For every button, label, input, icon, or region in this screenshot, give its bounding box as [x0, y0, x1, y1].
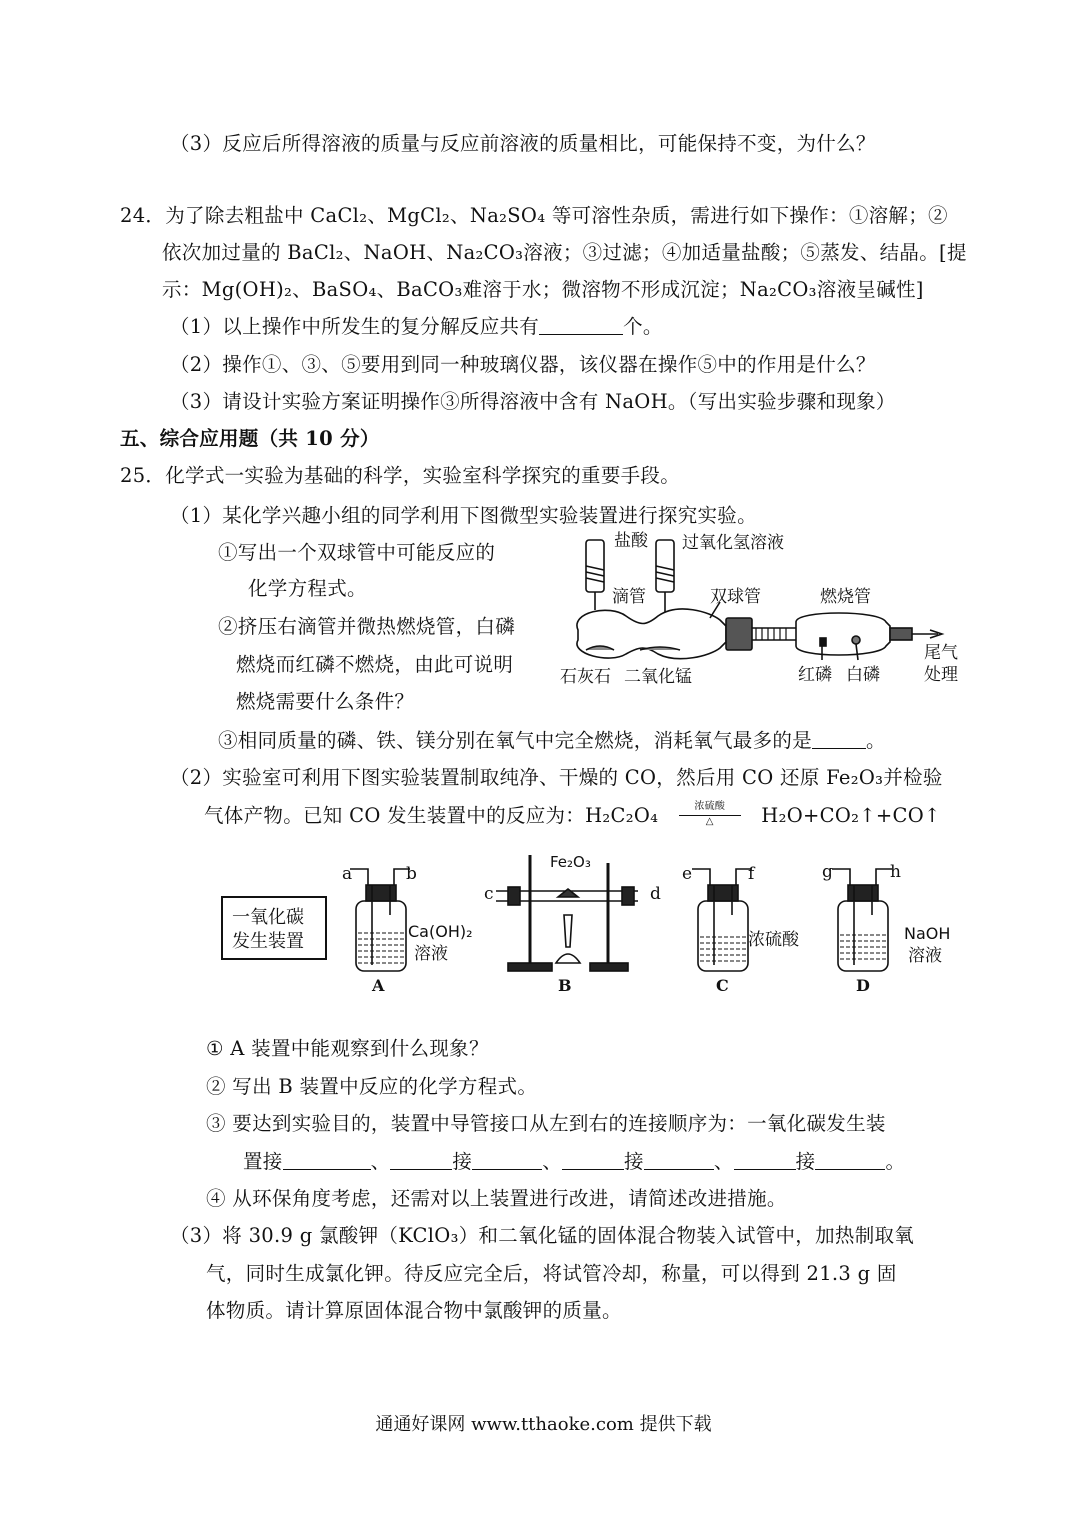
q25-part3-line1: （3）将 30.9 g 氯酸钾（KClO₃）和二氧化锰的固体混合物装入试管中，加热制取氧 — [170, 1224, 915, 1247]
q25-item1: ① A 装置中能观察到什么现象？ — [206, 1037, 489, 1060]
port-b: b — [406, 864, 417, 884]
alcohol-lamp-icon — [564, 915, 572, 947]
q24-part1-text: （1）以上操作中所发生的复分解反应共有 — [170, 315, 540, 338]
answer-blank[interactable] — [734, 1151, 796, 1170]
q24-line2: 依次加过量的 BaCl₂、NaOH、Na₂CO₃溶液；③过滤；④加适量盐酸；⑤蒸发、结晶。[提 — [162, 241, 967, 264]
text-sep: 、 — [713, 1150, 734, 1173]
label-apparatus-c: C — [716, 976, 729, 995]
reaction-products: H₂O+CO₂↑+CO↑ — [761, 804, 941, 827]
label-apparatus-d: D — [856, 976, 870, 995]
label-hydrochloric-acid: 盐酸 — [614, 531, 648, 551]
q25-item3-line1: ③ 要达到实验目的，装置中导管接口从左到右的连接顺序为：一氧化碳发生装 — [206, 1112, 886, 1135]
q25-item4: ④ 从环保角度考虑，还需对以上装置进行改进，请简述改进措施。 — [206, 1187, 787, 1210]
port-g: g — [822, 862, 833, 882]
label-apparatus-b: B — [558, 976, 572, 995]
port-h: h — [890, 862, 901, 882]
label-tail-gas: 尾气 — [924, 643, 958, 663]
text-sep: 、 — [370, 1150, 391, 1173]
label-combustion-tube: 燃烧管 — [820, 587, 871, 607]
label-treatment: 处理 — [924, 665, 958, 685]
q25-sub3 — [218, 728, 886, 754]
q24-part1 — [170, 314, 663, 340]
label-caoh2: Ca(OH)₂ — [408, 922, 473, 941]
text-connect: 接 — [795, 1150, 816, 1173]
q25-sub2-line1: ②挤压右滴管并微热燃烧管，白磷 — [218, 615, 516, 638]
label-red-phosphorus: 红磷 — [798, 665, 832, 685]
gas-bottle-d-icon — [838, 901, 888, 971]
double-bulb-tube-icon — [577, 609, 726, 659]
text-connect: 接 — [452, 1150, 473, 1173]
q23-part3: （3）反应后所得溶液的质量与反应前溶液的质量相比，可能保持不变，为什么？ — [170, 132, 876, 155]
label-h2o2: 过氧化氢溶液 — [682, 533, 784, 553]
label-naoh: NaOH — [904, 924, 951, 943]
q25-sub3-text: ③相同质量的磷、铁、镁分别在氧气中完全燃烧，消耗氧气最多的是 — [218, 729, 813, 752]
answer-blank[interactable] — [812, 730, 866, 749]
combustion-tube-icon — [796, 613, 890, 655]
q25-part3-line3: 体物质。请计算原固体混合物中氯酸钾的质量。 — [206, 1299, 622, 1322]
reaction-reactant: 气体产物。已知 CO 发生装置中的反应为：H₂C₂O₄ — [204, 804, 659, 827]
answer-blank[interactable] — [283, 1151, 371, 1170]
answer-blank[interactable] — [562, 1151, 624, 1170]
port-a: a — [342, 864, 353, 884]
port-e: e — [682, 864, 693, 884]
text-connect: 置接 — [243, 1150, 283, 1173]
q25-sub2-line2: 燃烧而红磷不燃烧，由此可说明 — [236, 653, 514, 676]
q24-line1: 24．为了除去粗盐中 CaCl₂、MgCl₂、Na₂SO₄ 等可溶性杂质，需进行如下操作：①溶解；② — [120, 204, 948, 227]
port-f: f — [748, 864, 755, 884]
label-dropper: 滴管 — [612, 587, 646, 607]
label-solution-a: 溶液 — [414, 944, 448, 964]
q24-part3: （3）请设计实验方案证明操作③所得溶液中含有 NaOH。（写出实验步骤和现象） — [170, 390, 896, 413]
label-limestone: 石灰石 — [560, 667, 611, 687]
answer-blank[interactable] — [390, 1151, 452, 1170]
q25-item3-line2 — [243, 1149, 905, 1175]
page-footer: 通通好课网 www.tthaoke.com 提供下载 — [375, 1414, 712, 1435]
condition-heat: △ — [705, 816, 714, 827]
condition-catalyst: 浓硫酸 — [694, 801, 726, 812]
label-solution-d: 溶液 — [908, 946, 942, 966]
label-conc-h2so4: 浓硫酸 — [748, 930, 799, 950]
q25-sub1-line1: ①写出一个双球管中可能反应的 — [218, 541, 496, 564]
port-d: d — [650, 884, 661, 904]
label-apparatus-a: A — [372, 976, 385, 995]
text-end: 。 — [885, 1150, 906, 1173]
q24-part2: （2）操作①、③、⑤要用到同一种玻璃仪器，该仪器在操作⑤中的作用是什么？ — [170, 353, 876, 376]
label-fe2o3: Fe₂O₃ — [550, 853, 591, 871]
gas-bottle-c-icon — [698, 901, 748, 971]
q25-sub2-line3: 燃烧需要什么条件？ — [236, 690, 415, 713]
q25-item2: ② 写出 B 装置中反应的化学方程式。 — [206, 1075, 538, 1098]
answer-blank[interactable] — [815, 1151, 885, 1170]
gas-bottle-a-icon — [356, 901, 406, 971]
label-mno2: 二氧化锰 — [624, 667, 692, 687]
text-connect: 接 — [624, 1150, 644, 1173]
q25-part2-line2 — [204, 803, 941, 829]
figure-co-apparatus — [218, 845, 978, 1000]
q24-line3: 示：Mg(OH)₂、BaSO₄、BaCO₃难溶于水；微溶物不形成沉淀；Na₂CO₃溶液呈碱性] — [162, 278, 924, 301]
text-sep: 、 — [542, 1150, 563, 1173]
answer-blank[interactable] — [644, 1151, 714, 1170]
label-co-generator-line1: 一氧化碳 — [232, 907, 304, 928]
answer-blank[interactable] — [472, 1151, 542, 1170]
q25-part3-line2: 气，同时生成氯化钾。待反应完全后，将试管冷却，称量，可以得到 21.3 g 固 — [206, 1262, 897, 1285]
q25-sub3-suffix: 。 — [866, 729, 886, 752]
port-c: c — [484, 884, 494, 904]
section-heading: 五、综合应用题（共 10 分） — [120, 427, 380, 450]
q25-sub1-line2: 化学方程式。 — [248, 577, 367, 600]
q25-part1: （1）某化学兴趣小组的同学利用下图微型实验装置进行探究实验。 — [170, 504, 757, 527]
label-white-phosphorus: 白磷 — [846, 665, 880, 685]
q25-part2-line1: （2）实验室可利用下图实验装置制取纯净、干燥的 CO，然后用 CO 还原 Fe₂O₃并检验 — [170, 766, 943, 789]
answer-blank[interactable] — [539, 316, 623, 335]
figure-micro-apparatus — [560, 530, 970, 690]
label-co-generator-line2: 发生装置 — [232, 931, 304, 952]
reaction-condition — [679, 803, 741, 829]
q24-part1-suffix: 个。 — [623, 315, 663, 338]
q25-intro: 25．化学式一实验为基础的科学，实验室科学探究的重要手段。 — [120, 464, 681, 487]
label-double-bulb: 双球管 — [710, 587, 761, 607]
